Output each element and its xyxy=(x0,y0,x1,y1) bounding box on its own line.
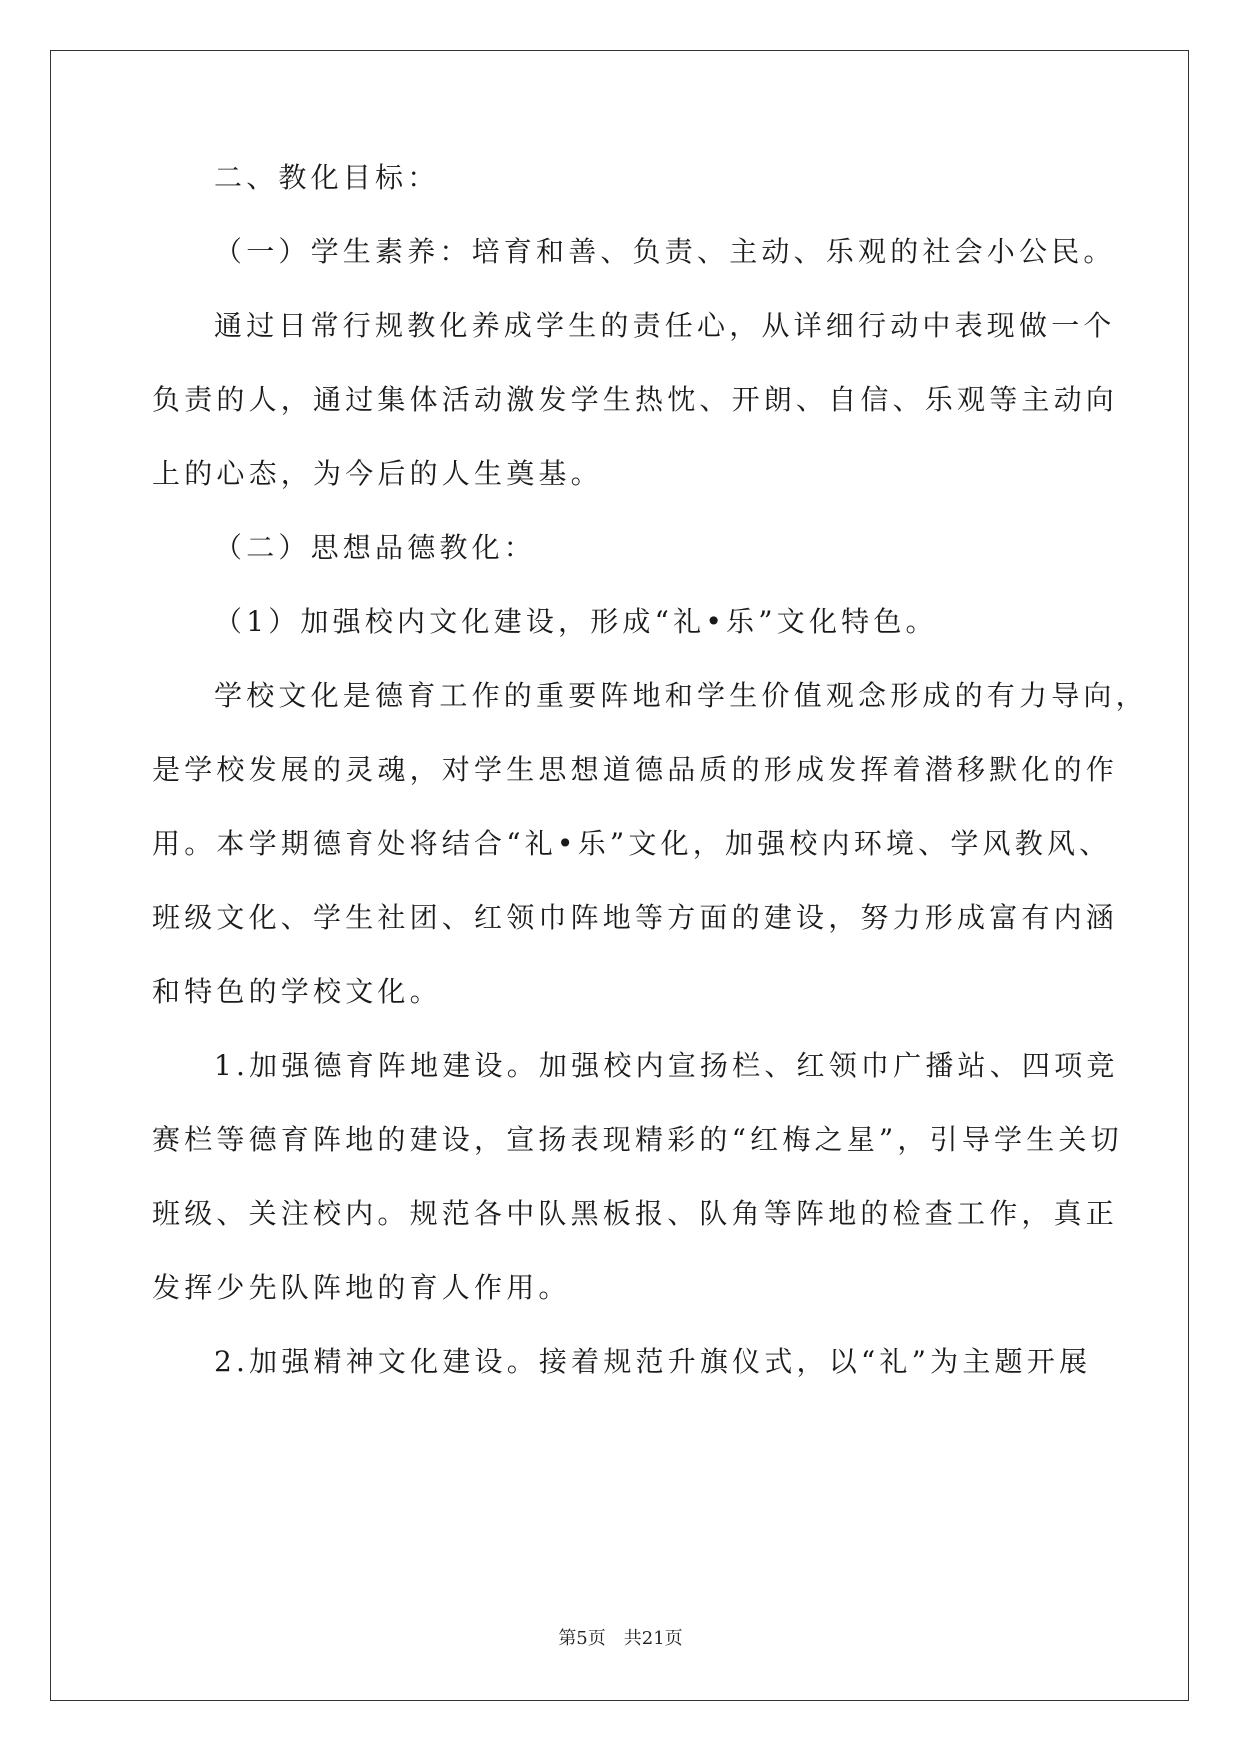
text-line: 用。本学期德育处将结合“礼•乐”文化，加强校内环境、学风教风、 xyxy=(152,827,1112,860)
page-footer xyxy=(0,1627,1241,1651)
text-line: （二）思想品德教化： xyxy=(214,531,537,564)
text-line: 通过日常行规教化养成学生的责任心，从详细行动中表现做一个 xyxy=(214,309,1116,342)
text-line: 和特色的学校文化。 xyxy=(152,975,442,1008)
text-line: （一）学生素养：培育和善、负责、主动、乐观的社会小公民。 xyxy=(214,235,1116,268)
text-line: 上的心态，为今后的人生奠基。 xyxy=(152,457,603,490)
text-line: 班级、关注校内。规范各中队黑板报、队角等阵地的检查工作，真正 xyxy=(152,1197,1119,1230)
text-line: 班级文化、学生社团、红领巾阵地等方面的建设，努力形成富有内涵 xyxy=(152,901,1119,934)
text-line: 二、教化目标： xyxy=(214,161,440,194)
text-line: 1.加强德育阵地建设。加强校内宣扬栏、红领巾广播站、四项竞 xyxy=(214,1049,1119,1082)
text-line: 学校文化是德育工作的重要阵地和学生价值观念形成的有力导向， xyxy=(214,679,1148,712)
text-line: 赛栏等德育阵地的建设，宣扬表现精彩的“红梅之星”，引导学生关切 xyxy=(152,1123,1123,1156)
text-line: 是学校发展的灵魂，对学生思想道德品质的形成发挥着潜移默化的作 xyxy=(152,753,1119,786)
text-line: 2.加强精神文化建设。接着规范升旗仪式，以“礼”为主题开展 xyxy=(214,1345,1092,1378)
page-border xyxy=(50,50,1189,1701)
text-line: 负责的人，通过集体活动激发学生热忱、开朗、自信、乐观等主动向 xyxy=(152,383,1119,416)
text-line: （1）加强校内文化建设，形成“礼•乐”文化特色。 xyxy=(214,605,938,638)
page-number: 第5页 共21页 xyxy=(558,1628,683,1649)
text-line: 发挥少先队阵地的育人作用。 xyxy=(152,1271,571,1304)
